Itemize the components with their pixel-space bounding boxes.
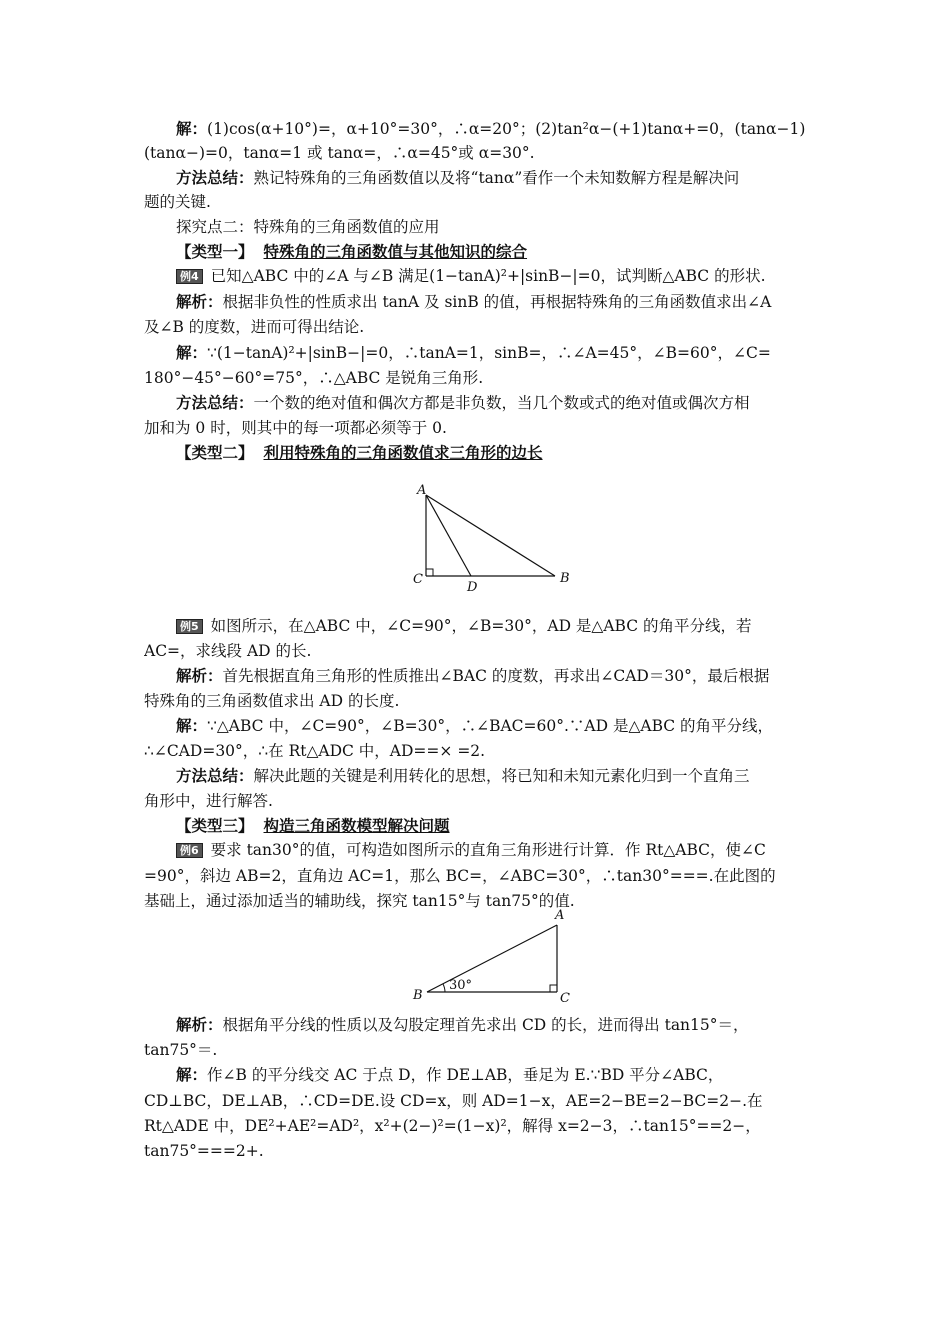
keyword-label: 方法总结： [176,766,254,785]
text-line: 题的关键. [144,193,211,211]
text-line: AC=，求线段 AD 的长. [144,642,312,660]
analysis: 解析：首先根据直角三角形的性质推出∠BAC 的度数，再求出∠CAD＝30°，最后根据 [176,666,770,685]
keyword-label: 解： [176,343,208,362]
label-a: A [417,483,427,498]
label-b: B [560,571,570,586]
text-line: 180°−45°−60°=75°，∴△ABC 是锐角三角形. [144,369,484,387]
label-c: C [413,572,423,587]
text-line: 基础上，通过添加适当的辅助线，探究 tan15°与 tan75°的值. [144,892,575,910]
example-badge: 例4 [176,269,203,284]
right-angle-mark [426,569,433,576]
text-line: 特殊角的三角函数值求出 AD 的长度. [144,692,400,710]
label-c: C [560,991,570,1005]
type-title: 构造三角函数模型解决问题 [263,816,450,835]
method-summary: 方法总结：熟记特殊角的三角函数值以及将“tanα”看作一个未知数解方程是解决问 [176,168,740,187]
text-line: tan75°＝. [144,1041,218,1059]
label-a: A [555,908,565,923]
keyword-label: 解： [176,716,208,735]
keyword-label: 解析： [176,666,223,685]
text-line: 及∠B 的度数，进而可得出结论. [144,318,365,336]
type-heading-3 [176,814,812,838]
segment-ad [426,495,471,576]
label-b: B [413,988,423,1003]
type-heading-2 [176,441,812,465]
keyword-label: 解： [176,1065,208,1084]
side-ab [426,495,555,576]
type-tag: 【类型二】 [176,443,254,462]
solution: 解：作∠B 的平分线交 AC 于点 D，作 DE⊥AB，垂足为 E.∵BD 平分∠ABC， [176,1065,724,1084]
solution: 解：∵(1−tanA)²+|sinB−|=0，∴tanA=1，sinB=，∴∠A=45°，∠B=60°，∠C= [176,343,771,362]
example-badge: 例6 [176,843,203,858]
example-4 [176,264,812,288]
keyword-label: 方法总结： [176,168,254,187]
example-6 [176,838,812,862]
example-text: 要求 tan30°的值，可构造如图所示的直角三角形进行计算．作 Rt△ABC，使∠C [210,841,766,859]
text-line: ∴∠CAD=30°，∴在 Rt△ADC 中，AD==× =2. [144,742,486,760]
type-tag: 【类型三】 [176,816,254,835]
example-text: 已知△ABC 中的∠A 与∠B 满足(1−tanA)²+|sinB−|=0，试判断△ABC 的形状. [210,267,766,285]
text-line: 解：(1)cos(α+10°)=，α+10°=30°，∴α=20°；(2)tan²α−(+1)tanα+=0，(tanα−1) [176,119,806,138]
keyword-label: 方法总结： [176,393,254,412]
type-title: 特殊角的三角函数值与其他知识的综合 [263,242,528,261]
method-summary: 方法总结：解决此题的关键是利用转化的思想，将已知和未知元素化归到一个直角三 [176,766,750,785]
angle-arc [443,984,445,992]
triangle-figure-1 [405,480,585,595]
solution: 解：∵△ABC 中，∠C=90°，∠B=30°，∴∠BAC=60°.∵AD 是△ABC 的角平分线， [176,716,774,735]
keyword-label: 解析： [176,1015,223,1034]
text-line: =90°，斜边 AB=2，直角边 AC=1，那么 BC=，∠ABC=30°，∴tan30°===.在此图的 [144,867,776,885]
hypotenuse-ab [427,925,557,992]
type-title: 利用特殊角的三角函数值求三角形的边长 [263,443,543,462]
text-line: CD⊥BC，DE⊥AB，∴CD=DE.设 CD=x，则 AD=1−x，AE=2−BE=2−BC=2−.在 [144,1092,763,1110]
method-summary: 方法总结：一个数的绝对值和偶次方都是非负数，当几个数或式的绝对值或偶次方相 [176,393,750,412]
type-tag: 【类型一】 [176,242,254,261]
text-line: 角形中，进行解答. [144,792,273,810]
example-badge: 例5 [176,619,203,634]
text-line: tan75°===2+. [144,1142,264,1160]
label-d: D [467,580,478,595]
text-line: (tanα−)=0，tanα=1 或 tanα=，∴α=45°或 α=30°. [144,144,535,162]
section-heading: 探究点二：特殊角的三角函数值的应用 [176,218,440,236]
text-line: 加和为 0 时，则其中的每一项都必须等于 0. [144,419,447,437]
analysis: 解析：根据角平分线的性质以及勾股定理首先求出 CD 的长，进而得出 tan15°＝， [176,1015,749,1034]
type-heading-1 [176,240,812,264]
example-text: 如图所示，在△ABC 中，∠C=90°，∠B=30°，AD 是△ABC 的角平分线，若 [210,617,752,635]
analysis: 解析：根据非负性的性质求出 tanA 及 sinB 的值，再根据特殊角的三角函数值求出∠A [176,292,772,311]
keyword-label: 解析： [176,292,223,311]
triangle-figure-2 [405,905,585,1005]
angle-label: 30° [449,978,473,993]
example-5 [176,614,812,638]
right-angle-mark [550,985,557,992]
text-line: Rt△ADE 中，DE²+AE²=AD²，x²+(2−)²=(1−x)²，解得 x=2−3，∴tan15°==2−， [144,1117,761,1135]
keyword-label: 解： [176,119,208,138]
